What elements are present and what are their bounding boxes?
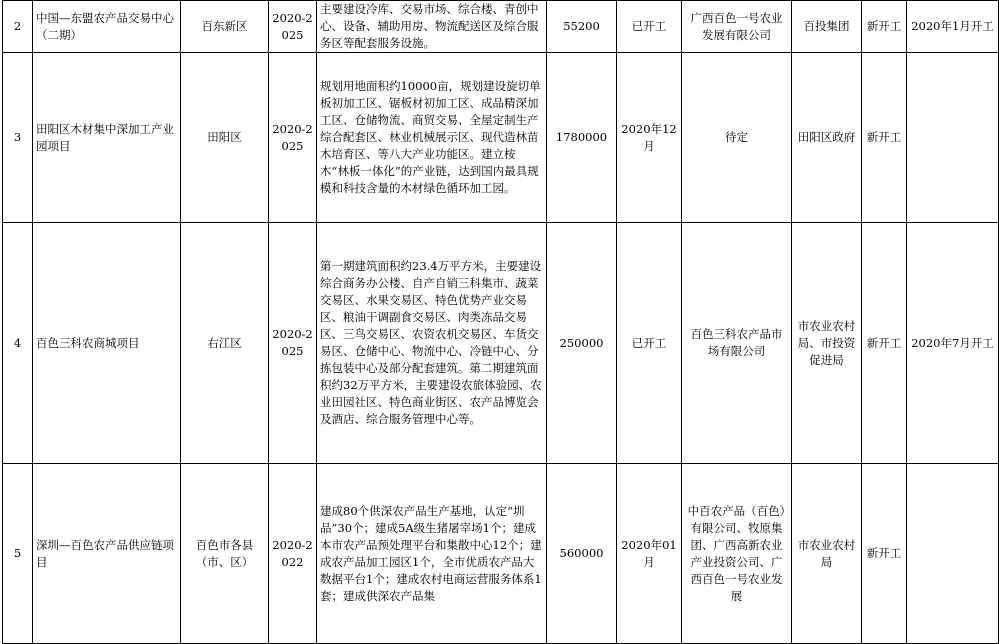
project-investment: 55200 — [547, 1, 617, 53]
project-investment: 1780000 — [547, 53, 617, 223]
project-owner: 广西百色一号农业发展有限公司 — [682, 1, 792, 53]
table-row — [3, 53, 999, 223]
project-plan — [907, 464, 999, 644]
project-name: 百色三科农商城项目 — [33, 223, 181, 464]
project-owner: 中百农产品（百色）有限公司、牧原集团、广西高新农业产业投资公司、广西百色一号农业发展 — [682, 464, 792, 644]
table-row — [3, 223, 999, 464]
project-area: 百东新区 — [181, 1, 269, 53]
project-type: 新开工 — [862, 53, 907, 223]
project-area: 田阳区 — [181, 53, 269, 223]
project-investment: 560000 — [547, 464, 617, 644]
project-name: 深圳—百色农产品供应链项目 — [33, 464, 181, 644]
project-period: 2020-2025 — [269, 53, 317, 223]
project-dept: 市农业农村局 — [792, 464, 862, 644]
project-type: 新开工 — [862, 1, 907, 53]
project-owner: 百色三科农产品市场有限公司 — [682, 223, 792, 464]
project-period: 2020-2022 — [269, 464, 317, 644]
project-plan — [907, 53, 999, 223]
row-number: 5 — [3, 464, 33, 644]
row-number: 2 — [3, 1, 33, 53]
project-plan: 2020年7月开工 — [907, 223, 999, 464]
project-start: 2020年01月 — [617, 464, 682, 644]
project-dept: 百投集团 — [792, 1, 862, 53]
project-investment: 250000 — [547, 223, 617, 464]
project-start: 已开工 — [617, 223, 682, 464]
project-area: 右江区 — [181, 223, 269, 464]
table-row — [3, 464, 999, 644]
project-dept: 市农业农村局、市投资促进局 — [792, 223, 862, 464]
project-owner: 待定 — [682, 53, 792, 223]
project-start: 已开工 — [617, 1, 682, 53]
project-plan: 2020年1月开工 — [907, 1, 999, 53]
project-dept: 田阳区政府 — [792, 53, 862, 223]
project-name: 田阳区木材集中深加工产业园项目 — [33, 53, 181, 223]
project-name: 中国—东盟农产品交易中心（二期） — [33, 1, 181, 53]
project-content: 建成80个供深农产品生产基地，认定“圳品”30个；建成5A级生猪屠宰场1个；建成本市农产品预处理平台和集散中心12个；建成农产品加工园区1个，全市优质农产品大数据平台1个；建成农村电商运营服务体系1套；建成供深农产品集 — [317, 464, 547, 644]
project-start: 2020年12月 — [617, 53, 682, 223]
project-area: 百色市各县（市、区） — [181, 464, 269, 644]
project-type: 新开工 — [862, 464, 907, 644]
project-type: 新开工 — [862, 223, 907, 464]
project-period: 2020-2025 — [269, 1, 317, 53]
project-content: 主要建设冷库、交易市场、综合楼、青创中心、设备、辅助用房、物流配送区及综合服务区等配套服务设施。 — [317, 1, 547, 53]
project-content: 规划用地面积约10000亩，规划建设旋切单板初加工区、锯板材初加工区、成品精深加工区、仓储物流、商贸交易、全屋定制生产综合配套区、林业机械展示区、现代造林苗木培育区、等八大产业功能区。建立桉木“林板一体化”的产业链，达到国内最具规模和科技含量的木材绿色循环加工园。 — [317, 53, 547, 223]
project-table — [2, 0, 999, 644]
row-number: 4 — [3, 223, 33, 464]
table-row — [3, 1, 999, 53]
row-number: 3 — [3, 53, 33, 223]
project-content: 第一期建筑面积约23.4万平方米，主要建设综合商务办公楼、自产自销三科集市、蔬菜交易区、水果交易区、特色优势产业交易区、粮油干调副食交易区、肉类冻品交易区、三鸟交易区、农资农机交易区、车货交易区、仓储中心、物流中心、冷链中心、分拣包装中心及部分配套建筑。第二期建筑面积约32万平方米，主要建设农旅体验园、农业田园社区、特色商业街区、农产品博览会及酒店、综合服务管理中心等。 — [317, 223, 547, 464]
project-period: 2020-2025 — [269, 223, 317, 464]
